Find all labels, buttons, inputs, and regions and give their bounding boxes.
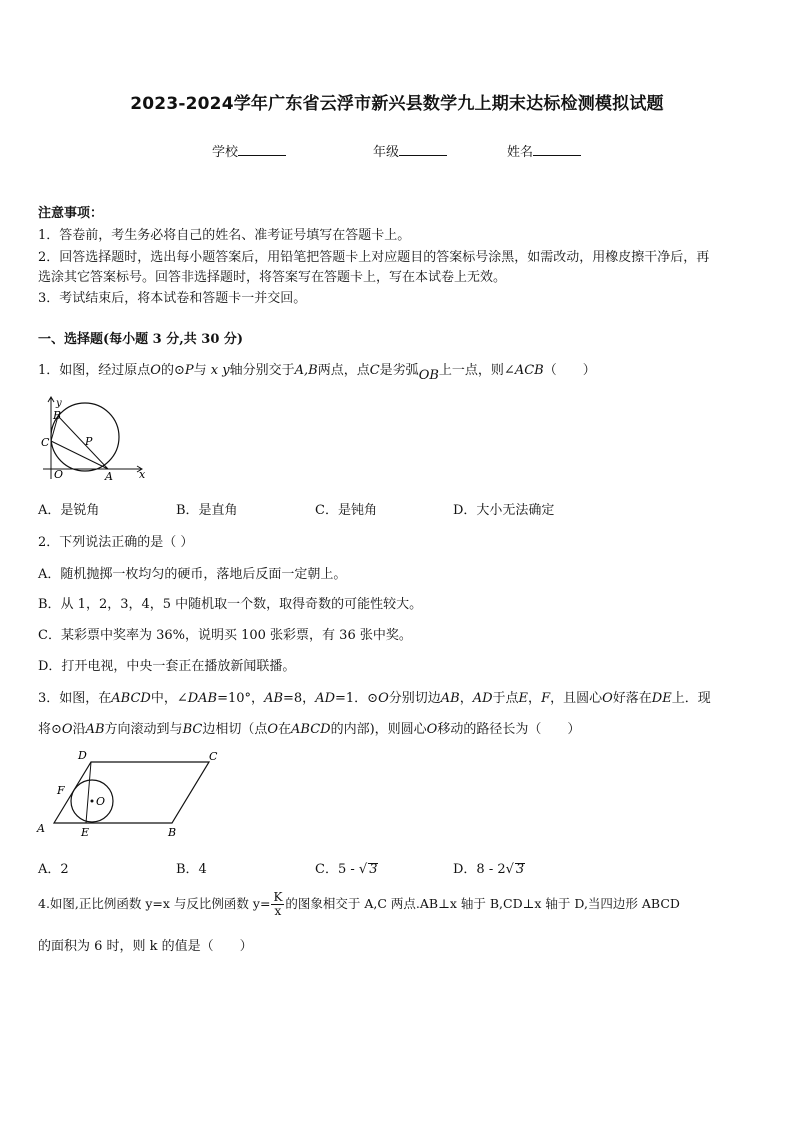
q4-stem-line2: 的面积为 6 时，则 k 的值是（ ）: [38, 939, 253, 954]
notice-item: 3．考试结束后，将本试卷和答题卡一并交回。: [38, 291, 307, 306]
fraction: $\frac{K}{x}$: [273, 890, 283, 918]
fig3-label-a: A: [37, 822, 45, 835]
fig1-label-o: O: [54, 468, 64, 481]
q1-option-b[interactable]: B．是直角: [176, 503, 238, 518]
name-blank[interactable]: [533, 143, 581, 156]
q1-option-d[interactable]: D．大小无法确定: [453, 503, 555, 518]
q3-option-a[interactable]: A．2: [38, 862, 69, 877]
fig3-label-e: E: [81, 826, 90, 839]
notice-item: 选涂其它答案标号。回答非选择题时，将答案写在答题卡上，写在本试卷上无效。: [38, 270, 507, 285]
q1-stem: 1．如图，经过原点O的⊙P与 x y轴分别交于A,B两点，点C是劣弧OB上一点，则∠ACB（ ）: [38, 363, 596, 383]
q2-stem: 2．下列说法正确的是（ ）: [38, 535, 194, 550]
fig3-label-c: C: [209, 750, 218, 763]
school-label: 学校: [212, 145, 239, 160]
q3-option-d[interactable]: D．8 - 2√ 3: [453, 862, 525, 877]
fig3-label-f: F: [57, 784, 65, 797]
q2-option-b[interactable]: B．从 1，2，3，4，5 中随机取一个数，取得奇数的可能性较大。: [38, 597, 423, 612]
fig3-label-o: O: [96, 795, 106, 808]
notice-item: 2．回答选择题时，选出每小题答案后，用铅笔把答题卡上对应题目的答案标号涂黑，如需改动，用橡皮擦干净后，再: [38, 250, 710, 265]
q3-option-c[interactable]: C．5 - √ 3: [315, 862, 378, 877]
q2-option-c[interactable]: C．某彩票中奖率为 36%，说明买 100 张彩票，有 36 张中奖。: [38, 628, 412, 643]
school-field: [212, 141, 286, 160]
page-title: 2023-2024学年广东省云浮市新兴县数学九上期末达标检测模拟试题: [130, 94, 664, 114]
q1-option-c[interactable]: C．是钝角: [315, 503, 377, 518]
section-heading: 一、选择题(每小题 3 分,共 30 分): [38, 332, 244, 347]
name-field: [507, 141, 581, 160]
grade-blank[interactable]: [399, 143, 447, 156]
q4-stem-line1: 4.如图,正比例函数 y=x 与反比例函数 y= $\frac{K}{x}$ 的图象相交于 A,C 两点.AB⊥x 轴于 B,CD⊥x 轴于 D,当四边形 ABCD: [38, 890, 680, 918]
q3-stem-line2: 将⊙O沿AB方向滚动到与BC边相切（点O在ABCD的内部)，则圆心O移动的路径长为（ ）: [38, 722, 581, 737]
q1-figure: [38, 394, 153, 486]
q2-option-d[interactable]: D．打开电视，中央一套正在播放新闻联播。: [38, 659, 296, 674]
fig1-label-y: y: [56, 398, 62, 409]
fig1-label-c: C: [41, 436, 50, 449]
fig1-label-p: P: [85, 435, 93, 448]
q2-option-a[interactable]: A．随机抛掷一枚均匀的硬币，落地后反面一定朝上。: [38, 567, 347, 582]
q1-option-a[interactable]: A．是锐角: [38, 503, 100, 518]
school-blank[interactable]: [238, 143, 286, 156]
fig1-label-x: x: [139, 468, 146, 481]
fig1-label-b: B: [53, 409, 62, 422]
notice-item: 1．答卷前，考生务必将自己的姓名、准考证号填写在答题卡上。: [38, 228, 411, 243]
fig3-label-b: B: [168, 826, 177, 839]
grade-field: [373, 141, 447, 160]
fig3-label-d: D: [78, 749, 87, 762]
grade-label: 年级: [373, 145, 400, 160]
q3-figure: [34, 746, 234, 840]
notice-heading: 注意事项：: [38, 206, 104, 221]
q3-option-b[interactable]: B．4: [176, 862, 207, 877]
fig1-label-a: A: [105, 470, 113, 483]
q3-stem-line1: 3．如图，在ABCD中，∠DAB=10°，AB=8，AD=1．⊙O分别切边AB，AD于点E，F，且圆心O好落在DE上．现: [38, 691, 711, 706]
name-label: 姓名: [507, 145, 534, 160]
